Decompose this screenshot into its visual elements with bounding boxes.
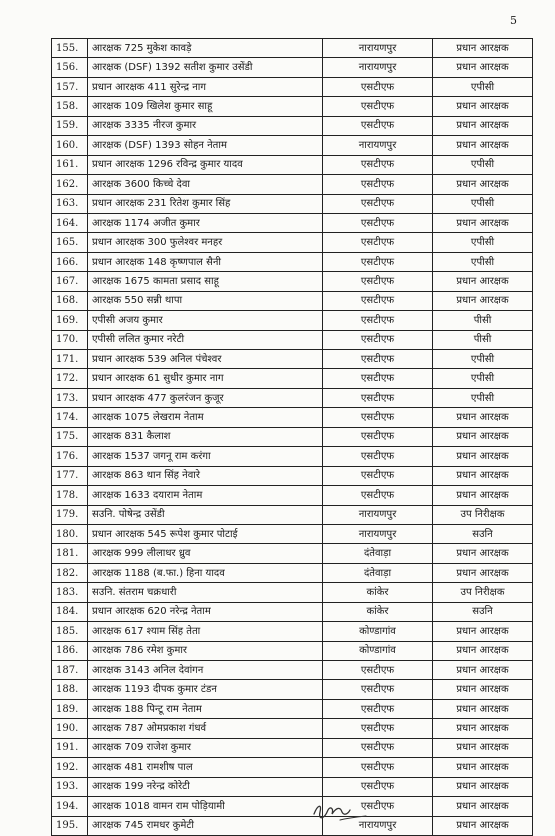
posting-cell: एसटीएफ [323,369,433,388]
name-cell: आरक्षक 199 नरेन्द्र कोरेटी [88,777,323,796]
promoted-rank-cell: प्रधान आरक्षक [433,680,533,699]
serial-number-cell: 162. [52,175,88,194]
promoted-rank-cell: सउनि [433,602,533,621]
promoted-rank-cell: प्रधान आरक्षक [433,661,533,680]
posting-cell: एसटीएफ [323,350,433,369]
serial-number-cell: 166. [52,252,88,271]
table-row [52,466,533,485]
name-cell: आरक्षक 1018 वामन राम पोड़ियामी [88,797,323,816]
serial-number-cell: 158. [52,97,88,116]
promoted-rank-cell: प्रधान आरक्षक [433,758,533,777]
name-cell: प्रधान आरक्षक 539 अनिल पंचेश्वर [88,350,323,369]
table-row [52,136,533,155]
promoted-rank-cell: एपीसी [433,233,533,252]
promoted-rank-cell: प्रधान आरक्षक [433,797,533,816]
table-row [52,116,533,135]
name-cell: आरक्षक 787 ओमप्रकाश गंधर्व [88,719,323,738]
name-cell: सउनि. संतराम चक्रधारी [88,583,323,602]
promoted-rank-cell: एपीसी [433,194,533,213]
name-cell: प्रधान आरक्षक 148 कृष्णपाल सैनी [88,252,323,271]
promoted-rank-cell: प्रधान आरक्षक [433,816,533,835]
name-cell: आरक्षक 831 कैलाश [88,427,323,446]
name-cell: आरक्षक 1633 दयाराम नेताम [88,486,323,505]
promoted-rank-cell: एपीसी [433,388,533,407]
table-row [52,719,533,738]
serial-number-cell: 180. [52,524,88,543]
serial-number-cell: 170. [52,330,88,349]
posting-cell: एसटीएफ [323,466,433,485]
table-row [52,233,533,252]
table-row [52,661,533,680]
posting-cell: एसटीएफ [323,777,433,796]
name-cell: आरक्षक 1188 (ब.फा.) हिना यादव [88,563,323,582]
name-cell: आरक्षक 725 मुकेश कावड़े [88,39,323,58]
posting-cell: नारायणपुर [323,505,433,524]
table-row [52,505,533,524]
posting-cell: एसटीएफ [323,194,433,213]
serial-number-cell: 156. [52,58,88,77]
posting-cell: एसटीएफ [323,661,433,680]
promoted-rank-cell: प्रधान आरक्षक [433,427,533,446]
table-row [52,97,533,116]
promoted-rank-cell: प्रधान आरक्षक [433,777,533,796]
serial-number-cell: 190. [52,719,88,738]
table-row [52,311,533,330]
posting-cell: दंतेवाड़ा [323,563,433,582]
table-row [52,797,533,816]
posting-cell: एसटीएफ [323,330,433,349]
serial-number-cell: 169. [52,311,88,330]
table-row [52,252,533,271]
name-cell: आरक्षक 1537 जगनू राम करंगा [88,447,323,466]
serial-number-cell: 167. [52,272,88,291]
promoted-rank-cell: सउनि [433,524,533,543]
promoted-rank-cell: प्रधान आरक्षक [433,447,533,466]
serial-number-cell: 184. [52,602,88,621]
posting-cell: एसटीएफ [323,175,433,194]
promoted-rank-cell: प्रधान आरक्षक [433,408,533,427]
posting-cell: नारायणपुर [323,58,433,77]
table-row [52,58,533,77]
table-row [52,155,533,174]
table-row [52,213,533,232]
promoted-rank-cell: प्रधान आरक्षक [433,622,533,641]
name-cell: प्रधान आरक्षक 231 रितेश कुमार सिंह [88,194,323,213]
posting-cell: एसटीएफ [323,272,433,291]
name-cell: आरक्षक 863 थान सिंह नेवारे [88,466,323,485]
posting-cell: नारायणपुर [323,136,433,155]
name-cell: आरक्षक 481 रामशीष पाल [88,758,323,777]
serial-number-cell: 187. [52,661,88,680]
serial-number-cell: 185. [52,622,88,641]
posting-cell: एसटीएफ [323,447,433,466]
name-cell: प्रधान आरक्षक 61 सुधीर कुमार नाग [88,369,323,388]
posting-cell: एसटीएफ [323,797,433,816]
table-row [52,330,533,349]
posting-cell: एसटीएफ [323,233,433,252]
promoted-rank-cell: प्रधान आरक्षक [433,466,533,485]
table-row [52,524,533,543]
posting-cell: कांकेर [323,583,433,602]
posting-cell: एसटीएफ [323,758,433,777]
table-row [52,175,533,194]
promoted-rank-cell: एपीसी [433,155,533,174]
name-cell: प्रधान आरक्षक 1296 रविन्द्र कुमार यादव [88,155,323,174]
name-cell: प्रधान आरक्षक 411 सुरेन्द्र नाग [88,77,323,96]
posting-cell: एसटीएफ [323,719,433,738]
table-body [52,39,533,836]
serial-number-cell: 160. [52,136,88,155]
promoted-rank-cell: पीसी [433,330,533,349]
promoted-rank-cell: प्रधान आरक्षक [433,563,533,582]
table-row [52,758,533,777]
page-number: 5 [510,14,517,27]
name-cell: आरक्षक 3143 अनिल देवांगन [88,661,323,680]
serial-number-cell: 192. [52,758,88,777]
promoted-rank-cell: प्रधान आरक्षक [433,272,533,291]
serial-number-cell: 161. [52,155,88,174]
name-cell: आरक्षक 745 रामधर कुमेटी [88,816,323,835]
posting-cell: एसटीएफ [323,291,433,310]
table-row [52,388,533,407]
name-cell: आरक्षक (DSF) 1392 सतीश कुमार उसेंडी [88,58,323,77]
posting-cell: एसटीएफ [323,408,433,427]
table-row [52,486,533,505]
name-cell: प्रधान आरक्षक 545 रूपेश कुमार पोटाई [88,524,323,543]
serial-number-cell: 189. [52,699,88,718]
table-row [52,194,533,213]
posting-cell: नारायणपुर [323,816,433,835]
promoted-rank-cell: प्रधान आरक्षक [433,641,533,660]
table-row [52,447,533,466]
serial-number-cell: 155. [52,39,88,58]
name-cell: आरक्षक 709 राजेश कुमार [88,738,323,757]
name-cell: आरक्षक 1675 कामता प्रसाद साहू [88,272,323,291]
serial-number-cell: 175. [52,427,88,446]
serial-number-cell: 164. [52,213,88,232]
posting-cell: एसटीएफ [323,213,433,232]
promoted-rank-cell: उप निरीक्षक [433,505,533,524]
table-row [52,622,533,641]
serial-number-cell: 172. [52,369,88,388]
promoted-rank-cell: एपीसी [433,77,533,96]
posting-cell: एसटीएफ [323,699,433,718]
name-cell: आरक्षक 188 पिन्टू राम नेताम [88,699,323,718]
name-cell: प्रधान आरक्षक 300 फुलेश्वर मनहर [88,233,323,252]
serial-number-cell: 183. [52,583,88,602]
posting-cell: एसटीएफ [323,738,433,757]
posting-cell: एसटीएफ [323,97,433,116]
promoted-rank-cell: एपीसी [433,350,533,369]
table-row [52,369,533,388]
promoted-rank-cell: प्रधान आरक्षक [433,544,533,563]
name-cell: सउनि. पोषेन्द्र उसेंडी [88,505,323,524]
name-cell: आरक्षक 786 रमेश कुमार [88,641,323,660]
promoted-rank-cell: प्रधान आरक्षक [433,291,533,310]
name-cell: प्रधान आरक्षक 477 कुलरंजन कुजूर [88,388,323,407]
serial-number-cell: 195. [52,816,88,835]
table-row [52,272,533,291]
name-cell: आरक्षक 3600 किच्चे देवा [88,175,323,194]
serial-number-cell: 159. [52,116,88,135]
promoted-rank-cell: प्रधान आरक्षक [433,97,533,116]
serial-number-cell: 176. [52,447,88,466]
promoted-rank-cell: प्रधान आरक्षक [433,175,533,194]
serial-number-cell: 181. [52,544,88,563]
serial-number-cell: 173. [52,388,88,407]
table-row [52,544,533,563]
name-cell: आरक्षक 1193 दीपक कुमार टंडन [88,680,323,699]
serial-number-cell: 193. [52,777,88,796]
table-row [52,680,533,699]
posting-cell: एसटीएफ [323,486,433,505]
promoted-rank-cell: पीसी [433,311,533,330]
table-row [52,427,533,446]
serial-number-cell: 179. [52,505,88,524]
serial-number-cell: 163. [52,194,88,213]
name-cell: एपीसी अजय कुमार [88,311,323,330]
name-cell: आरक्षक 1174 अजीत कुमार [88,213,323,232]
posting-cell: एसटीएफ [323,155,433,174]
serial-number-cell: 168. [52,291,88,310]
promoted-rank-cell: एपीसी [433,369,533,388]
serial-number-cell: 188. [52,680,88,699]
posting-cell: एसटीएफ [323,311,433,330]
promoted-rank-cell: प्रधान आरक्षक [433,136,533,155]
serial-number-cell: 194. [52,797,88,816]
name-cell: प्रधान आरक्षक 620 नरेन्द्र नेताम [88,602,323,621]
promoted-rank-cell: प्रधान आरक्षक [433,116,533,135]
serial-number-cell: 178. [52,486,88,505]
posting-cell: कोण्डागांव [323,622,433,641]
serial-number-cell: 174. [52,408,88,427]
serial-number-cell: 157. [52,77,88,96]
posting-cell: कोण्डागांव [323,641,433,660]
name-cell: आरक्षक 999 लीलाधर ध्रुव [88,544,323,563]
table-row [52,408,533,427]
posting-cell: कांकेर [323,602,433,621]
promoted-rank-cell: प्रधान आरक्षक [433,39,533,58]
serial-number-cell: 182. [52,563,88,582]
promoted-rank-cell: प्रधान आरक्षक [433,213,533,232]
serial-number-cell: 165. [52,233,88,252]
promoted-rank-cell: एपीसी [433,252,533,271]
serial-number-cell: 191. [52,738,88,757]
table-row [52,738,533,757]
name-cell: आरक्षक 550 सन्नी थापा [88,291,323,310]
serial-number-cell: 171. [52,350,88,369]
posting-cell: नारायणपुर [323,524,433,543]
table-row [52,777,533,796]
posting-cell: एसटीएफ [323,116,433,135]
promoted-rank-cell: प्रधान आरक्षक [433,719,533,738]
posting-cell: दंतेवाड़ा [323,544,433,563]
promoted-rank-cell: प्रधान आरक्षक [433,58,533,77]
table-row [52,602,533,621]
promoted-rank-cell: प्रधान आरक्षक [433,699,533,718]
table-row [52,39,533,58]
table-row [52,350,533,369]
posting-cell: एसटीएफ [323,252,433,271]
table-row [52,291,533,310]
posting-cell: एसटीएफ [323,680,433,699]
serial-number-cell: 186. [52,641,88,660]
name-cell: आरक्षक (DSF) 1393 सोहन नेताम [88,136,323,155]
signature-mark [310,798,370,824]
table-row [52,583,533,602]
table-row [52,699,533,718]
posting-cell: नारायणपुर [323,39,433,58]
posting-cell: एसटीएफ [323,77,433,96]
posting-cell: एसटीएफ [323,388,433,407]
name-cell: आरक्षक 3335 नीरज कुमार [88,116,323,135]
posting-cell: एसटीएफ [323,427,433,446]
name-cell: आरक्षक 1075 लेखराम नेताम [88,408,323,427]
table-row [52,563,533,582]
table-row [52,77,533,96]
name-cell: एपीसी ललित कुमार नरेटी [88,330,323,349]
promoted-rank-cell: प्रधान आरक्षक [433,486,533,505]
promotion-table [51,38,533,836]
promoted-rank-cell: प्रधान आरक्षक [433,738,533,757]
name-cell: आरक्षक 617 श्याम सिंह तेता [88,622,323,641]
serial-number-cell: 177. [52,466,88,485]
name-cell: आरक्षक 109 खिलेश कुमार साहू [88,97,323,116]
promoted-rank-cell: उप निरीक्षक [433,583,533,602]
table-row [52,641,533,660]
